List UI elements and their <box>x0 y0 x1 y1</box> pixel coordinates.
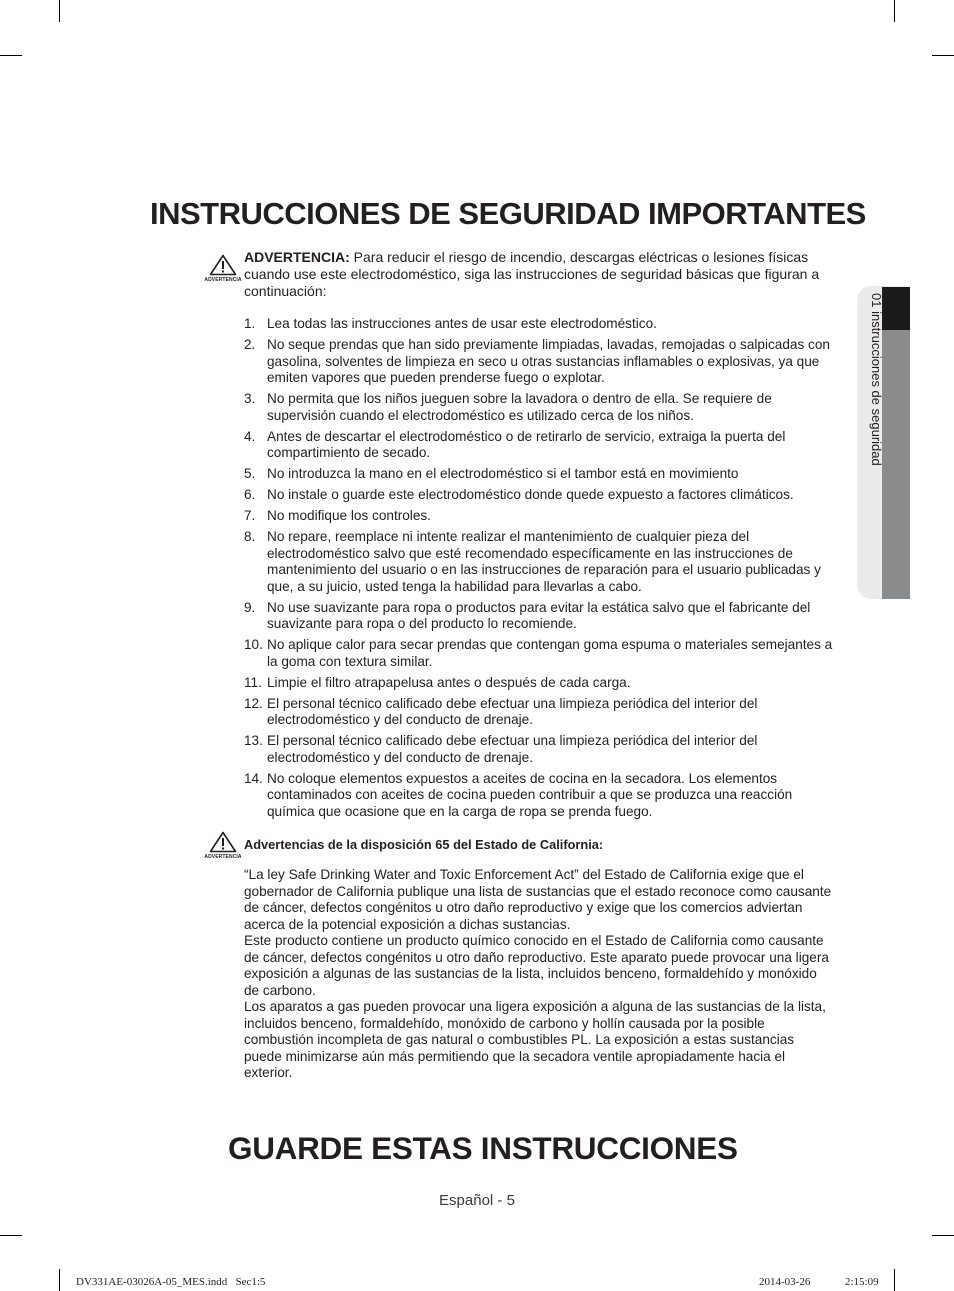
intro-lead: ADVERTENCIA: <box>244 249 350 265</box>
list-item <box>244 637 834 670</box>
list-item <box>244 675 834 692</box>
item-text: No modifique los controles. <box>267 508 431 523</box>
crop-mark <box>894 1269 895 1291</box>
paragraph: “La ley Safe Drinking Water and Toxic Enforcement Act” del Estado de California exige que el gobernador de California publique una lista de sustancias que el estado reconoce como causante de cáncer, defectos congénitos u otro daño reproductivo y exige que los comercios adviertan acerca de la potencial exposición a dichas sustancias. <box>244 867 832 932</box>
item-text: No aplique calor para secar prendas que contengan goma espuma o materiales semejantes a la goma con textura similar. <box>267 637 833 669</box>
list-item <box>244 529 834 595</box>
paragraph: Este producto contiene un producto químico conocido en el Estado de California como causante de cáncer, defectos congénitos u otro daño reproductivo. Este aparato puede provocar una ligera exposición a algunas de las sustancias de la lista, incluidos benceno, formaldehído y monóxido de carbono. <box>244 933 829 998</box>
item-number: 1. <box>244 316 256 331</box>
slug-file: DV331AE-03026A-05_MES.indd Sec1:5 <box>76 1276 266 1288</box>
item-number: 2. <box>244 337 256 352</box>
item-text: Antes de descartar el electrodoméstico o de retirarlo de servicio, extraiga la puerta del compartimiento de secado. <box>267 428 786 460</box>
section-tab-bar <box>882 329 910 599</box>
list-item <box>244 466 834 483</box>
item-number: 11. <box>244 674 262 690</box>
warning-triangle-icon <box>209 254 237 276</box>
crop-mark <box>932 55 954 56</box>
item-text: No instale o guarde este electrodoméstico donde quede expuesto a factores climáticos. <box>267 487 794 502</box>
item-text: No coloque elementos expuestos a aceites de cocina en la secadora. Los elementos contaminados con aceites de cocina pueden contribuir a que se produzca una reacción química que ocasione que en la carga de ropa se prenda fuego. <box>267 770 793 819</box>
intro-text: Para reducir el riesgo de incendio, descargas eléctricas o lesiones físicas cuando use este electrodoméstico, siga las instrucciones de seguridad básicas que figuran a continuación: <box>244 249 820 299</box>
list-item <box>244 771 834 821</box>
list-item <box>244 733 834 766</box>
item-number: 10. <box>244 637 263 652</box>
save-instructions-title: GUARDE ESTAS INSTRUCCIONES <box>228 1130 738 1166</box>
crop-mark <box>932 1235 954 1236</box>
item-text: El personal técnico calificado debe efectuar una limpieza periódica del interior del electrodoméstico y del conducto de drenaje. <box>267 733 758 765</box>
item-text: No use suavizante para ropa o productos para evitar la estática salvo que el fabricante del suavizante para ropa o del producto lo recomiende. <box>267 599 811 631</box>
warning-icon-label: ADVERTENCIA <box>204 277 242 283</box>
item-number: 9. <box>244 599 256 615</box>
list-item <box>244 508 834 525</box>
warning-badge <box>201 831 245 860</box>
item-number: 12. <box>244 695 263 711</box>
item-number: 14. <box>244 770 263 786</box>
item-text: No introduzca la mano en el electrodoméstico si el tambor está en movimiento <box>267 466 739 481</box>
slug-time: 2:15:09 <box>845 1276 879 1288</box>
paragraph: Los aparatos a gas pueden provocar una ligera exposición a alguna de las sustancias de la lista, incluidos benceno, formaldehído, monóxido de carbono y hollín causada por la posible combustión incompleta de gas natural o combustibles PL. La exposición a estas sustancias puede minimizarse aún más permitiendo que la secadora ventile apropiadamente hacia el exterior. <box>244 999 826 1080</box>
section-tab-label: 01 instrucciones de seguridad <box>869 293 884 466</box>
section-tab-marker <box>882 287 910 330</box>
item-number: 5. <box>244 466 256 481</box>
california-title: Advertencias de la disposición 65 del Estado de California: <box>244 837 604 852</box>
intro-warning <box>244 249 829 300</box>
page-number: Español - 5 <box>439 1192 515 1209</box>
crop-mark <box>0 1235 22 1236</box>
item-text: No permita que los niños jueguen sobre la lavadora o dentro de ella. Se requiere de supervisión cuando el electrodoméstico es utilizado cerca de los niños. <box>267 391 772 423</box>
item-number: 4. <box>244 428 256 444</box>
california-body <box>244 867 834 1082</box>
list-item <box>244 316 834 333</box>
item-number: 7. <box>244 508 256 523</box>
item-text: No repare, reemplace ni intente realizar el mantenimiento de cualquier pieza del electrodoméstico salvo que esté recomendado específicamente en las instrucciones de mantenimiento del usuario o en las instrucciones de reparación para el usuario publicadas y que, a su juicio, usted tenga la habilidad para llevarlas a cabo. <box>267 529 821 594</box>
list-item <box>244 600 834 633</box>
safety-instructions-list <box>244 316 834 825</box>
item-number: 8. <box>244 529 256 544</box>
list-item <box>244 391 834 424</box>
crop-mark <box>894 0 895 22</box>
slug-date: 2014-03-26 <box>759 1276 811 1288</box>
warning-icon-label: ADVERTENCIA <box>204 854 242 860</box>
crop-mark <box>59 0 60 22</box>
item-text: Lea todas las instrucciones antes de usar este electrodoméstico. <box>267 316 657 331</box>
item-number: 6. <box>244 487 256 502</box>
crop-mark <box>59 1269 60 1291</box>
list-item <box>244 696 834 729</box>
list-item <box>244 487 834 504</box>
item-text: Limpie el filtro atrapapelusa antes o después de cada carga. <box>267 674 631 690</box>
warning-badge <box>201 254 245 283</box>
list-item <box>244 429 834 462</box>
list-item <box>244 337 834 387</box>
crop-mark <box>0 55 22 56</box>
warning-triangle-icon <box>209 831 237 853</box>
item-number: 3. <box>244 391 256 406</box>
item-number: 13. <box>244 733 263 748</box>
page-title: INSTRUCCIONES DE SEGURIDAD IMPORTANTES <box>150 196 866 231</box>
item-text: No seque prendas que han sido previamente limpiadas, lavadas, remojadas o salpicadas con gasolina, solventes de limpieza en seco u otras sustancias inflamables o explosivas, ya que emiten vapores que pueden prenderse fuego o explotar. <box>267 337 830 385</box>
item-text: El personal técnico calificado debe efectuar una limpieza periódica del interior del electrodoméstico y del conducto de drenaje. <box>267 695 758 727</box>
